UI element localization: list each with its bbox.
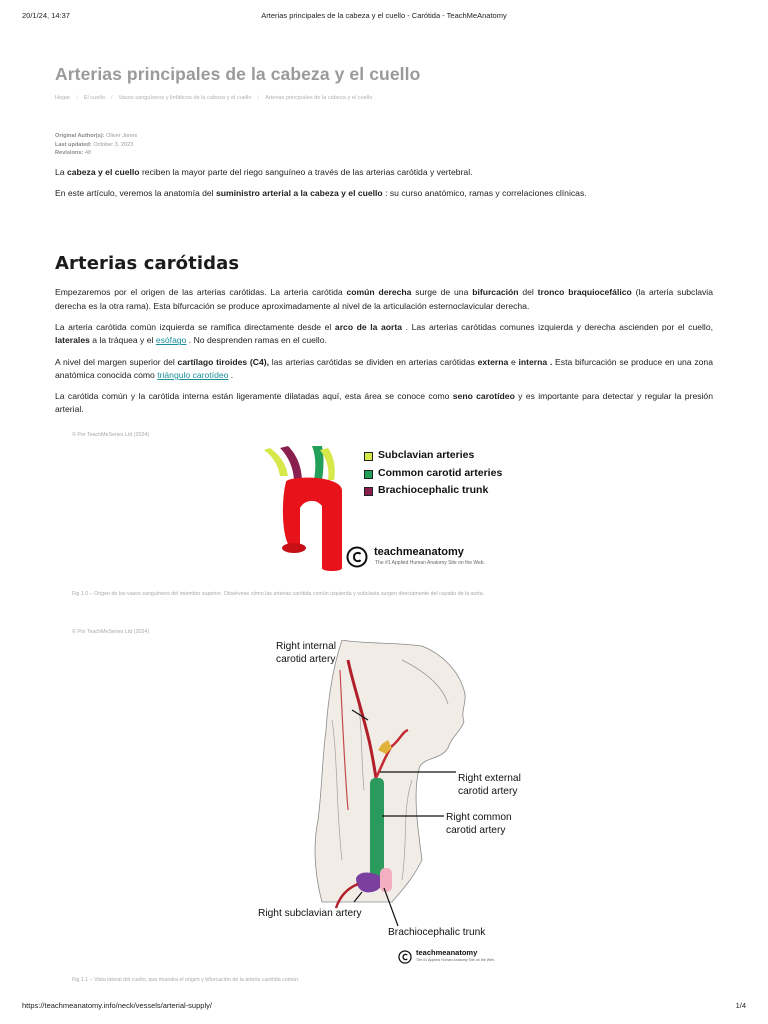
print-url: https://teachmeanatomy.info/neck/vessels/arterial-supply/ [22,1001,212,1010]
legend-swatch-brachiocephalic [364,487,373,496]
article [55,64,713,417]
label-right-common-carotid: Right common carotid artery [446,812,512,836]
brand-name: teachmeanatomy [374,546,464,558]
brand-tagline: The #1 Applied Human Anatomy Site on the Web. [416,958,496,962]
figure1-caption: Fig 1.0 – Origen de los vasos sanguíneos del miembro superior. Obsérvese cómo las arterias carótida común izquierda y subclavia surgen directamente del cayado de la aorta. [72,591,485,597]
breadcrumb-neck[interactable]: El cuello [83,95,105,101]
breadcrumb-current: Arterias principales de la cabeza y el cuello [265,95,373,101]
paragraph-origin: Empezaremos por el origen de las arterias carótidas. La arteria carótida común derecha surge de una bifurcación del tronco braquiocefálico (la arteria subclavia derecha es la otra rama). Esta bifurcación se produce aproximadamente al nivel de la articulación esternoclavicular derecha. [55,287,713,311]
print-page-number: 1/4 [735,1001,746,1010]
breadcrumb-vessels[interactable]: Vasos sanguíneos y linfáticos de la cabeza y el cuello [118,95,252,101]
legend-label-brachiocephalic: Brachiocephalic trunk [378,484,489,496]
label-right-external-carotid: Right external carotid artery [458,773,521,797]
aorta-shape [283,478,342,571]
article-meta [55,132,713,158]
print-datetime: 20/1/24, 14:37 [22,11,70,20]
aorta-opening-shape [282,543,306,553]
legend-label-common-carotid: Common carotid arteries [378,467,503,479]
breadcrumb-separator: / [257,95,260,101]
label-right-subclavian: Right subclavian artery [258,908,362,919]
meta-revisions: Revisions: 48 [55,150,92,157]
print-page-title: Arterias principales de la cabeza y el cuello - Carótida - TeachMeAnatomy [261,11,507,20]
esofago-link[interactable]: esófago [155,335,187,346]
author-link[interactable]: Oliver Jones [106,133,138,139]
copyright-icon [398,950,412,964]
intro-paragraph-2: En este artículo, veremos la anatomía del suministro arterial a la cabeza y el cuello : su curso anatómico, ramas y correlaciones clínicas. [55,188,587,199]
meta-updated: Last updated: October 3, 2023 [55,141,134,148]
figure1-aortic-arch [256,446,534,574]
section-heading: Arterias carótidas [55,253,240,275]
paragraph-bifurcation: A nivel del margen superior del cartílago tiroides (C4), las arterias carótidas se dividen en arterias carótidas externa e interna . Esta bifurcación se produce en una zona anatómica conocida como triángulo carotídeo . [55,356,713,380]
brand-tagline: The #1 Applied Human Anatomy Site on the Web. [375,560,485,566]
trachea-shape [380,868,392,892]
paragraph-carotid-sinus: La carótida común y la carótida interna están ligeramente dilatadas aquí, esta área se conoce como seno carotídeo y es importante para detectar y regular la presión arterial. [55,391,713,415]
common-carotid-shape [370,778,384,878]
meta-author: Original Author(s): Oliver Jones [55,133,138,139]
paragraph-left-carotid: La arteria carótida común izquierda se ramifica directamente desde el arco de la aorta . Las arterias carótidas comunes izquierda y derecha ascienden por el cuello, laterales a la tráquea y el esófago . No desprenden ramas en el cuello. [55,321,713,346]
triangulo-carotideo-link[interactable]: triángulo carotídeo [157,369,229,380]
breadcrumb [55,95,713,101]
figure2-neck-lateral [252,640,530,968]
page-title: Arterias principales de la cabeza y el cuello [55,64,421,84]
figure2-credit: © Por TeachMeSeries Ltd (2024) [72,629,150,635]
breadcrumb-separator: / [110,95,113,101]
neck-outline-shape [315,640,465,902]
breadcrumb-separator: / [76,95,78,101]
legend-label-subclavian: Subclavian arteries [378,449,475,461]
copyright-icon [346,546,368,568]
breadcrumb-home[interactable]: Hogar [55,95,71,101]
legend-swatch-subclavian [364,452,373,461]
label-brachiocephalic-trunk: Brachiocephalic trunk [388,927,486,938]
label-right-internal-carotid: Right internal carotid artery [276,641,337,665]
revisions-link[interactable]: 48 [84,150,92,157]
figure2-caption: Fig 1.1 – Vista lateral del cuello, que muestra el origen y bifurcación de la arteria carótida común. [72,977,300,983]
intro-paragraph-1: La cabeza y el cuello reciben la mayor parte del riego sanguíneo a través de las arterias carótida y vertebral. [55,166,473,177]
brand-name: teachmeanatomy [416,948,478,957]
legend-swatch-common-carotid [364,470,373,479]
figure1-credit: © Por TeachMeSeries Ltd (2024) [72,432,150,438]
